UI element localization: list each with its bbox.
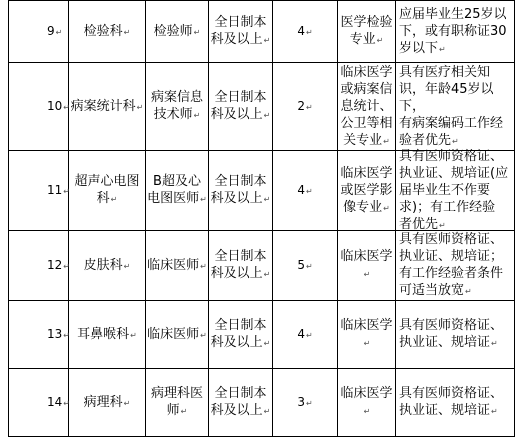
paragraph-mark-icon: ↵: [305, 398, 313, 408]
department-cell: [69, 1, 145, 62]
requirements-text: 具有医师资格证、 执业证、规培证； 有工作经验者条件 可适当放宽↵: [399, 232, 504, 298]
row-number-cell: [9, 369, 68, 436]
major-text: 临床医学↵: [340, 249, 393, 279]
position-cell: [146, 231, 208, 300]
paragraph-mark-icon: ↵: [63, 102, 70, 112]
major-text: 医学检验 专业↵: [340, 15, 393, 47]
headcount-cell: [273, 369, 337, 436]
education-cell: [209, 231, 272, 300]
row-number-text: 14↵: [47, 394, 70, 409]
paragraph-mark-icon: ↵: [305, 330, 313, 340]
education-cell: [209, 369, 272, 436]
headcount-cell: [273, 1, 337, 62]
major-text: 临床医学 或病案信 息统计、 公卫等相 关专业↵: [340, 64, 393, 148]
education-cell: [209, 1, 272, 62]
education-text: 全日制本 科及以上↵: [210, 386, 271, 418]
row-number-cell: [9, 301, 68, 368]
department-cell: [69, 231, 145, 300]
headcount-cell: [273, 301, 337, 368]
paragraph-mark-icon: ↵: [383, 136, 390, 146]
department-cell: [69, 151, 145, 230]
paragraph-mark-icon: ↵: [305, 261, 313, 271]
paragraph-mark-icon: ↵: [263, 111, 271, 120]
paragraph-mark-icon: ↵: [363, 339, 371, 348]
position-text: 临床医师↵: [147, 326, 207, 342]
row-number-text: 11↵: [47, 182, 70, 197]
requirements-cell: [396, 148, 514, 232]
education-text: 全日制本 科及以上↵: [210, 174, 271, 206]
row-number-cell: [9, 1, 68, 62]
row-divider: [8, 436, 515, 437]
paragraph-mark-icon: ↵: [200, 330, 207, 340]
paragraph-mark-icon: ↵: [491, 407, 498, 416]
paragraph-mark-icon: ↵: [193, 111, 201, 120]
paragraph-mark-icon: ↵: [363, 407, 371, 416]
paragraph-mark-icon: ↵: [180, 407, 188, 416]
requirements-text: 具有医师资格证、 执业证、规培证↵: [399, 318, 504, 350]
department-text: 病案统计科↵: [70, 98, 144, 114]
headcount-text: 4↵: [297, 326, 313, 341]
headcount-text: 2↵: [297, 98, 313, 113]
requirements-cell: [396, 231, 514, 300]
paragraph-mark-icon: ↵: [136, 102, 144, 112]
paragraph-mark-icon: ↵: [193, 27, 201, 37]
headcount-text: 3↵: [297, 394, 313, 409]
row-number-text: 13↵: [47, 326, 70, 341]
position-cell: [146, 63, 208, 150]
major-cell: [338, 151, 395, 230]
paragraph-mark-icon: ↵: [63, 186, 70, 196]
major-cell: [338, 369, 395, 436]
row-number-cell: [9, 231, 68, 300]
paragraph-mark-icon: ↵: [263, 339, 271, 348]
paragraph-mark-icon: ↵: [439, 44, 446, 54]
paragraph-mark-icon: ↵: [465, 287, 472, 296]
requirements-cell: [396, 301, 514, 368]
paragraph-mark-icon: ↵: [55, 27, 63, 37]
headcount-cell: [273, 151, 337, 230]
paragraph-mark-icon: ↵: [363, 270, 371, 279]
position-text: B超及心 电图医师↵: [147, 174, 207, 206]
major-cell: [338, 231, 395, 300]
paragraph-mark-icon: ↵: [130, 330, 137, 340]
paragraph-mark-icon: ↵: [439, 220, 446, 230]
department-text: 耳鼻喉科↵: [77, 326, 137, 342]
paragraph-mark-icon: ↵: [263, 36, 271, 45]
department-text: 超声心电图 科↵: [74, 174, 140, 206]
paragraph-mark-icon: ↵: [263, 270, 271, 279]
department-cell: [69, 63, 145, 150]
row-number-text: 9↵: [47, 23, 63, 38]
education-cell: [209, 301, 272, 368]
paragraph-mark-icon: ↵: [63, 398, 70, 408]
row-number-cell: [9, 151, 68, 230]
position-text: 临床医师↵: [147, 257, 207, 273]
department-text: 病理科↵: [83, 394, 131, 410]
requirements-cell: [396, 369, 514, 436]
position-text: 病理科医 师↵: [150, 386, 203, 418]
major-text: 临床医学↵: [340, 318, 393, 348]
major-cell: [338, 1, 395, 62]
headcount-cell: [273, 63, 337, 150]
department-text: 检验科↵: [83, 23, 131, 39]
requirements-cell: [396, 1, 514, 62]
department-text: 皮肤科↵: [83, 257, 131, 273]
column-divider: [514, 0, 515, 437]
row-number-text: 12↵: [47, 257, 70, 272]
requirements-text: 应届毕业生25岁以 下，或有职称证30 岁以下↵: [399, 6, 507, 56]
position-cell: [146, 301, 208, 368]
paragraph-mark-icon: ↵: [263, 407, 271, 416]
education-text: 全日制本 科及以上↵: [210, 318, 271, 350]
paragraph-mark-icon: ↵: [376, 36, 384, 45]
paragraph-mark-icon: ↵: [123, 261, 131, 271]
paragraph-mark-icon: ↵: [63, 261, 70, 271]
headcount-text: 5↵: [297, 257, 313, 272]
paragraph-mark-icon: ↵: [383, 203, 390, 213]
position-text: 病案信息 技术师↵: [150, 90, 203, 122]
major-text: 临床医学 或医学影 像专业↵: [340, 165, 393, 215]
education-cell: [209, 63, 272, 150]
department-cell: [69, 301, 145, 368]
paragraph-mark-icon: ↵: [305, 102, 313, 112]
education-cell: [209, 151, 272, 230]
requirements-text: 具有医师资格证、 执业证、规培证(应 届毕业生不作要 求)；有工作经验 者优先↵: [399, 148, 509, 232]
paragraph-mark-icon: ↵: [63, 330, 70, 340]
paragraph-mark-icon: ↵: [263, 195, 271, 204]
requirements-text: 具有医师资格证、 执业证、规培证↵: [399, 386, 504, 418]
requirements-cell: [396, 63, 514, 150]
headcount-text: 4↵: [297, 23, 313, 38]
paragraph-mark-icon: ↵: [200, 195, 207, 204]
paragraph-mark-icon: ↵: [305, 27, 313, 37]
education-text: 全日制本 科及以上↵: [210, 90, 271, 122]
position-text: 检验师↵: [153, 23, 201, 39]
position-cell: [146, 151, 208, 230]
department-cell: [69, 369, 145, 436]
major-text: 临床医学↵: [340, 386, 393, 416]
major-cell: [338, 63, 395, 150]
paragraph-mark-icon: ↵: [491, 339, 498, 348]
headcount-cell: [273, 231, 337, 300]
education-text: 全日制本 科及以上↵: [210, 249, 271, 281]
education-text: 全日制本 科及以上↵: [210, 15, 271, 47]
paragraph-mark-icon: ↵: [200, 261, 207, 271]
position-cell: [146, 369, 208, 436]
headcount-text: 4↵: [297, 182, 313, 197]
paragraph-mark-icon: ↵: [110, 195, 118, 204]
paragraph-mark-icon: ↵: [123, 398, 131, 408]
paragraph-mark-icon: ↵: [452, 136, 459, 146]
paragraph-mark-icon: ↵: [305, 186, 313, 196]
requirements-text: 具有医疗相关知 识，年龄45岁以下， 有病案编码工作经 验者优先↵: [399, 64, 504, 148]
major-cell: [338, 301, 395, 368]
row-number-text: 10↵: [47, 98, 70, 113]
paragraph-mark-icon: ↵: [123, 27, 131, 37]
row-number-cell: [9, 63, 68, 150]
position-cell: [146, 1, 208, 62]
